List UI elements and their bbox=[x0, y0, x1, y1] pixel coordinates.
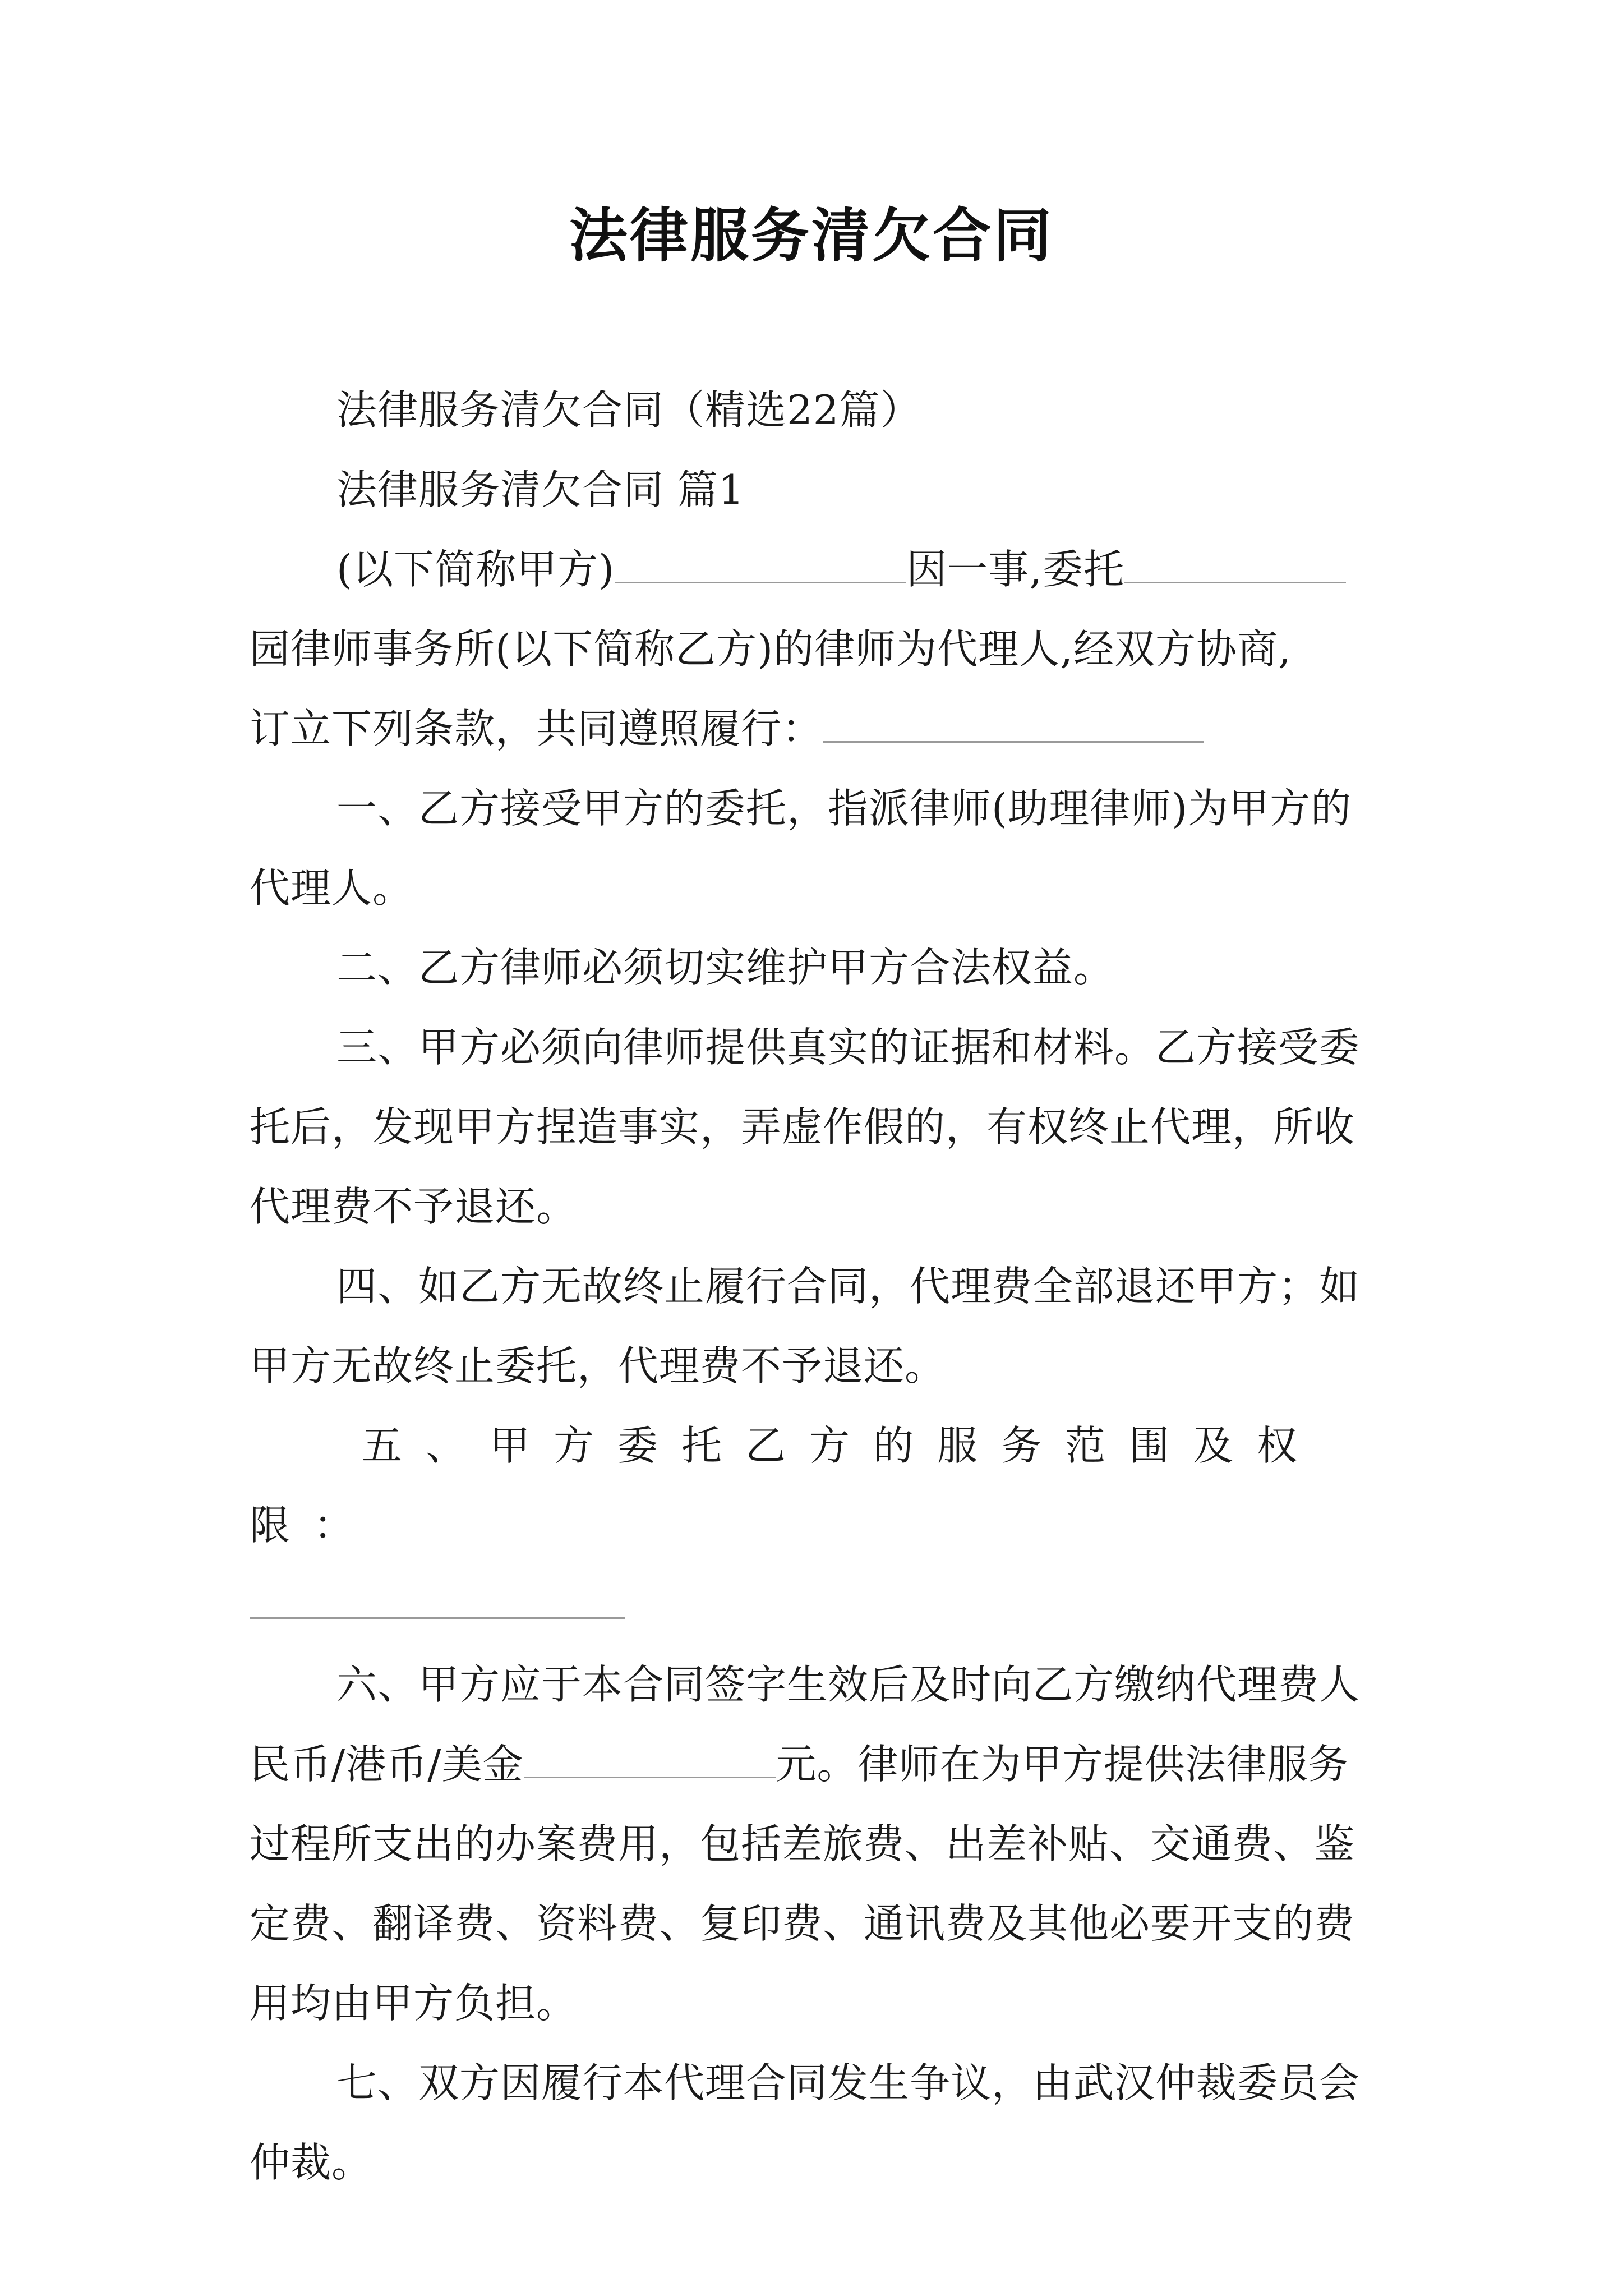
clause-7: 七、双方因履行本代理合同发生争议，由武汉仲裁委员会仲裁。 bbox=[250, 2059, 1361, 2186]
clause-3: 三、甲方必须向律师提供真实的证据和材料。乙方接受委托后，发现甲方捏造事实，弄虚作假的，有权终止代理，所收代理费不予退还。 bbox=[250, 1024, 1361, 1230]
clause-2: 二、乙方律师必须切实维护甲方合法权益。 bbox=[336, 944, 1115, 991]
intro-line3 bbox=[250, 689, 1388, 769]
clause-6 bbox=[250, 1645, 1388, 2043]
fee-amount-blank bbox=[524, 1736, 776, 1778]
intro-part2: 因一事,委托 bbox=[906, 546, 1125, 593]
law-firm-blank bbox=[1124, 541, 1346, 583]
clause-4: 四、如乙方无故终止履行合同，代理费全部退还甲方；如甲方无故终止委托，代理费不予退还。 bbox=[250, 1263, 1361, 1389]
clause-5-blank-line bbox=[250, 1565, 1388, 1645]
terms-blank bbox=[823, 701, 1204, 743]
intro-part1: (以下简称甲方) bbox=[336, 546, 615, 593]
section-heading: 法律服务清欠合同 篇1 bbox=[336, 466, 745, 513]
clause-6-part1: 六、甲方应于本合同签字生效后及时向乙方缴纳代理费人民币/港币/美金 bbox=[250, 1661, 1361, 1788]
clause-1: 一、乙方接受甲方的委托，指派律师(助理律师)为甲方的代理人。 bbox=[250, 785, 1352, 912]
clause-6-part2: 元。律师在为甲方提供法律服务过程所支出的办案费用，包括差旅费、出差补贴、交通费、鉴定费、翻译费、资料费、复印费、通讯费及其他必要开支的费用均由甲方负担。 bbox=[250, 1741, 1355, 2027]
scope-blank bbox=[250, 1577, 625, 1619]
party-a-blank bbox=[615, 541, 906, 583]
document-title: 法律服务清欠合同 bbox=[569, 201, 1054, 270]
intro-line2: 园律师事务所(以下简称乙方)的律师为代理人,经双方协商, bbox=[250, 625, 1292, 673]
document-subtitle: 法律服务清欠合同（精选22篇） bbox=[336, 386, 921, 434]
document-body bbox=[250, 370, 1388, 2202]
intro-line3-text: 订立下列条款，共同遵照履行： bbox=[250, 705, 823, 752]
clause-5: 五、甲方委托乙方的服务范围及权限： bbox=[250, 1422, 1321, 1549]
intro-paragraph bbox=[250, 530, 1388, 609]
